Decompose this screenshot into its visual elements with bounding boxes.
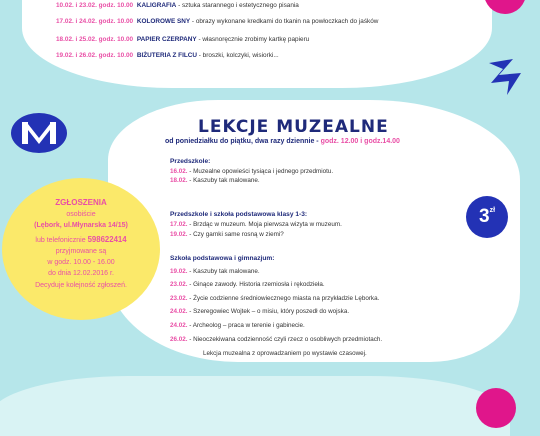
lekcje-subtitle — [165, 138, 400, 145]
workshop-date: 10.02. i 23.02. godz. 10.00 — [56, 2, 134, 9]
item-text: - Nieoczekiwana codzienność czyli rzecz o osobliwych przedmiotach. — [187, 336, 383, 343]
price-badge — [466, 196, 508, 238]
zgloszenia-line: w godz. 10.00 - 16.00 — [47, 259, 115, 266]
lekcja-note: Lekcja muzealna z oprowadzaniem po wystawie czasowej. — [203, 350, 367, 357]
item-date: 23.02. — [170, 281, 188, 288]
bottom-panel — [0, 376, 510, 436]
workshop-title: PAPIER CZERPANY — [136, 36, 197, 43]
workshop-desc: - obrazy wykonane kredkami do tkanin na powłoczkach do jaśków — [191, 18, 379, 25]
zgloszenia-line: Decyduje kolejność zgłoszeń. — [35, 282, 127, 289]
item-date: 19.02. — [170, 231, 188, 238]
item-text: - Ginące zawody. Historia rzemiosła i rękodzieła. — [187, 281, 325, 288]
zgloszenia-circle — [2, 178, 160, 320]
list-item — [170, 221, 342, 228]
lekcje-subtitle-text: od poniedziałku do piątku, dwa razy dziennie - — [165, 138, 319, 145]
item-text: - Brzdąc w muzeum. Moja pierwsza wizyta w muzeum. — [187, 221, 342, 228]
list-item — [170, 322, 305, 329]
item-date: 19.02. — [170, 268, 188, 275]
zgloszenia-phone: 598622414 — [87, 235, 127, 244]
item-text: - Czy garnki same rosną w ziemi? — [187, 231, 284, 238]
lekcje-hours: godz. 12.00 i godz.14.00 — [320, 138, 400, 145]
item-text: - Życie codzienne średniowiecznego miasta na przykładzie Lęborka. — [187, 295, 380, 302]
item-text: - Szeregowiec Wojtek – o misiu, który poszedł do wojska. — [187, 308, 350, 315]
workshop-desc: - sztuka starannego i estetycznego pisania — [178, 2, 299, 9]
workshop-desc: - broszki, kolczyki, wisiorki... — [198, 52, 279, 59]
workshop-title: KOLOROWE SNY — [136, 18, 191, 25]
zgloszenia-line: do dnia 12.02.2016 r. — [48, 270, 114, 277]
zigzag-arrow-icon — [485, 57, 525, 97]
list-item — [170, 336, 382, 343]
item-date: 24.02. — [170, 322, 188, 329]
item-date: 17.02. — [170, 221, 188, 228]
section-heading: Szkoła podstawowa i gimnazjum: — [170, 255, 275, 262]
item-date: 16.02. — [170, 168, 188, 175]
museum-m-logo-icon — [10, 112, 68, 154]
workshop-desc: - własnoręcznie zrobimy kartkę papieru — [198, 36, 310, 43]
workshop-date: 18.02. i 25.02. godz. 10.00 — [56, 36, 134, 43]
item-text: - Kaszuby tak malowane. — [187, 177, 260, 184]
zgloszenia-phone-line — [2, 235, 160, 244]
workshop-row — [56, 18, 378, 25]
price-value: 3 — [478, 206, 490, 227]
workshop-date: 19.02. i 26.02. godz. 10.00 — [56, 52, 134, 59]
item-date: 24.02. — [170, 308, 188, 315]
workshop-title: KALIGRAFIA — [136, 2, 177, 9]
workshop-date: 17.02. i 24.02. godz. 10.00 — [56, 18, 134, 25]
list-item — [170, 177, 260, 184]
pink-circle-decoration-bottom — [476, 388, 516, 428]
workshop-row — [56, 36, 309, 43]
workshop-row — [56, 52, 279, 59]
section-heading: Przedszkole i szkoła podstawowa klasy 1-3: — [170, 211, 308, 218]
zgloszenia-line: osobiście — [66, 211, 96, 218]
zgloszenia-title: ZGŁOSZENIA — [55, 198, 107, 207]
list-item — [170, 168, 333, 175]
list-item — [170, 308, 349, 315]
item-date: 26.02. — [170, 336, 188, 343]
workshop-row — [56, 2, 299, 9]
item-text: - Muzealne opowieści tysiąca i jednego przedmiotu. — [187, 168, 334, 175]
top-panel — [22, 0, 492, 88]
item-date: 18.02. — [170, 177, 188, 184]
list-item — [170, 281, 325, 288]
list-item — [170, 268, 260, 275]
item-text: - Kaszuby tak malowane. — [187, 268, 260, 275]
zgloszenia-line: lub telefonicznie — [35, 237, 86, 244]
list-item — [170, 231, 284, 238]
price-unit: zł — [489, 207, 496, 214]
zgloszenia-line: przyjmowane są — [55, 248, 107, 255]
item-date: 23.02. — [170, 295, 188, 302]
workshop-title: BIŻUTERIA Z FILCU — [136, 52, 197, 59]
list-item — [170, 295, 379, 302]
section-heading: Przedszkole: — [170, 158, 211, 165]
lekcje-title: LEKCJE MUZEALNE — [198, 117, 389, 137]
zgloszenia-address: (Lębork, ul.Młynarska 14/15) — [34, 222, 128, 229]
item-text: - Archeolog – praca w terenie i gabinecie. — [187, 322, 305, 329]
